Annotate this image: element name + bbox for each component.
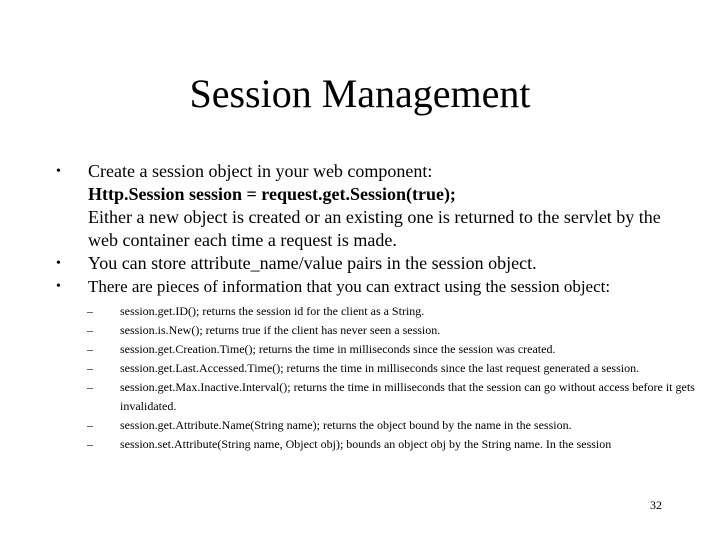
sub-item-text: session.get.Attribute.Name(String name); returns the object bound by the name in the session. bbox=[120, 418, 572, 432]
sub-item-text: session.get.Last.Accessed.Time(); returns the time in milliseconds since the last request generated a session. bbox=[120, 361, 640, 375]
sub-item-text: session.set.Attribute(String name, Object obj); bounds an object obj by the String name. In the session bbox=[120, 437, 612, 451]
sub-bullet-list bbox=[56, 302, 696, 454]
sub-item-is-new bbox=[56, 321, 696, 340]
sub-item-max-inactive-interval bbox=[56, 378, 696, 416]
sub-item-text: session.get.ID(); returns the session id for the client as a String. bbox=[120, 304, 425, 318]
bullet-item-store-attributes bbox=[56, 252, 676, 275]
sub-item-get-attribute bbox=[56, 416, 696, 435]
sub-item-creation-time bbox=[56, 340, 696, 359]
bullet-text: You can store attribute_name/value pairs in the session object. bbox=[88, 253, 537, 273]
bullet-text: Create a session object in your web component: bbox=[88, 161, 433, 181]
dash-marker: – bbox=[87, 342, 93, 356]
bullet-list bbox=[56, 160, 695, 454]
dash-marker: – bbox=[87, 361, 93, 375]
bullet-explanation: Either a new object is created or an existing one is returned to the servlet by the web container each time a request is made. bbox=[88, 207, 661, 250]
sub-item-last-accessed-time bbox=[56, 359, 696, 378]
dash-marker: – bbox=[87, 380, 93, 394]
bullet-marker: • bbox=[56, 164, 61, 179]
sub-item-text: session.get.Max.Inactive.Interval(); returns the time in milliseconds that the session can go without access before it gets invalidated. bbox=[120, 380, 695, 413]
sub-item-text: session.is.New(); returns true if the client has never seen a session. bbox=[120, 323, 441, 337]
sub-item-text: session.get.Creation.Time(); returns the time in milliseconds since the session was created. bbox=[120, 342, 556, 356]
sub-item-get-id bbox=[56, 302, 696, 321]
dash-marker: – bbox=[87, 304, 93, 318]
bullet-marker: • bbox=[56, 279, 61, 294]
bullet-marker: • bbox=[56, 256, 61, 271]
page-number: 32 bbox=[650, 498, 662, 512]
bullet-item-extract-info bbox=[56, 275, 695, 454]
slide-title: Session Management bbox=[189, 71, 531, 116]
dash-marker: – bbox=[87, 418, 93, 432]
dash-marker: – bbox=[87, 323, 93, 337]
code-example: Http.Session session = request.get.Session(true); bbox=[88, 184, 456, 204]
sub-item-set-attribute bbox=[56, 435, 696, 454]
bullet-text: There are pieces of information that you can extract using the session object: bbox=[88, 277, 611, 296]
dash-marker: – bbox=[87, 437, 93, 451]
bullet-item-create-session bbox=[56, 160, 676, 252]
